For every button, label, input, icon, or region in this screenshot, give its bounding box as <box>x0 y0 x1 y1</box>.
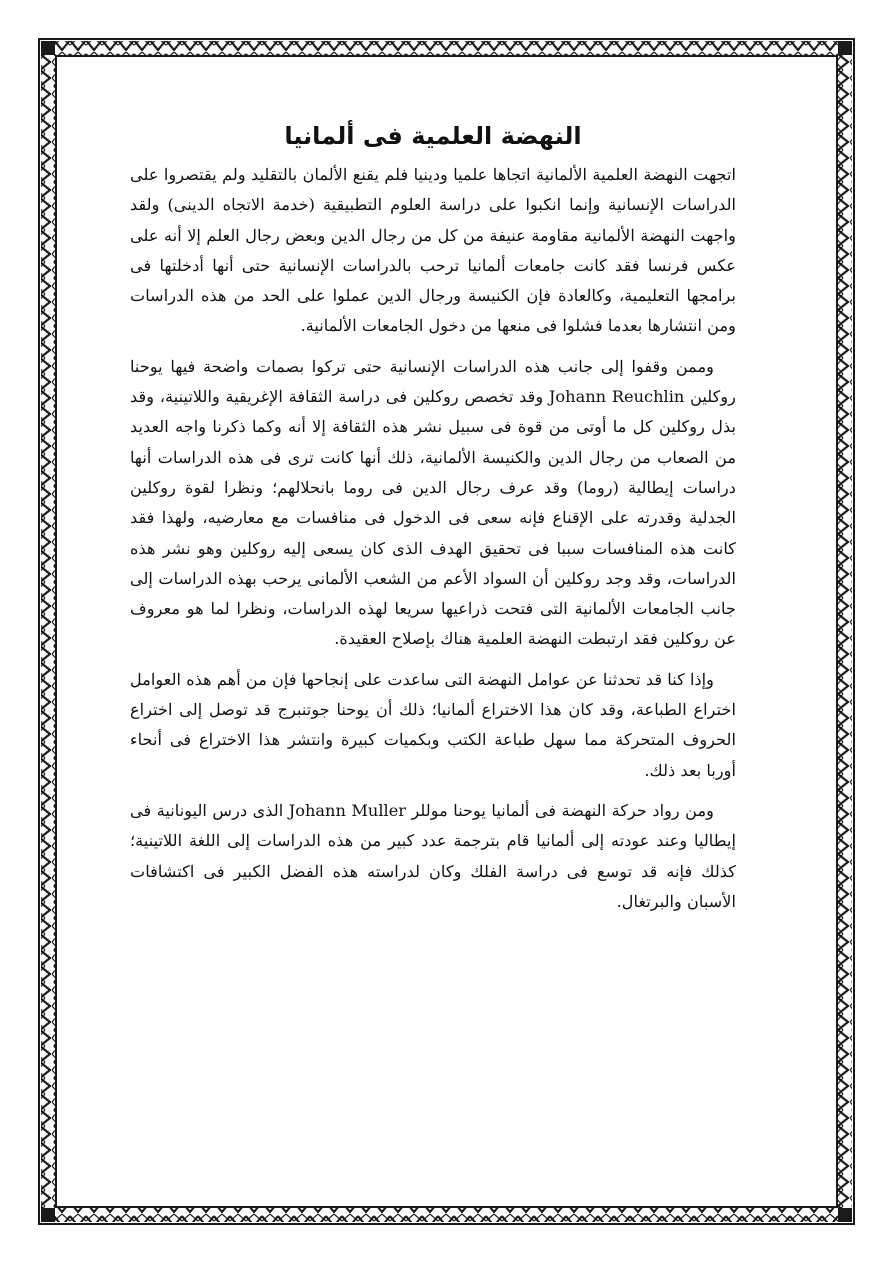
paragraph: وممن وقفوا إلى جانب هذه الدراسات الإنسانية حتى تركوا بصمات واضحة فيها يوحنا روكلين Johann Reuchlin وقد تخصص روكلين فى دراسة الثقافة الإغريقية واللاتينية، وقد بذل روكلين كل ما أوتى من قوة فى سبيل نشر هذه الثقافة إلا أنه وكما ذكرنا واجه العديد من الصعاب من رجال الدين والكنيسة الألمانية، ذلك أنها كانت ترى فى هذه الدراسات أنها دراسات إيطالية (روما) وقد عرف رجال الدين فى روما بانحلالهم؛ ونظرا لقوة روكلين الجدلية وقدرته على الإقناع فإنه سعى فى الدخول فى منافسات مع معارضيه، ولهذا فقد كانت هذه المنافسات سببا فى تحقيق الهدف الذى كان يسعى إليه روكلين وهو نشر هذه الدراسات، وقد وجد روكلين أن السواد الأعم من الشعب الألمانى يرحب بهذه الدراسات إلى جانب الجامعات الألمانية التى فتحت ذراعيها سريعا لهذه الدراسات، ونظرا لما هو معروف عن روكلين فقد ارتبطت النهضة العلمية هناك بإصلاح العقيدة. <box>130 356 736 649</box>
paragraph: اتجهت النهضة العلمية الألمانية اتجاها علميا ودينيا فلم يقنع الألمان بالتقليد ولم يقتصروا على الدراسات الإنسانية وإنما انكبوا على دراسة العلوم التطبيقية (خدمة الاتجاه الدينى) ولقد واجهت النهضة الألمانية مقاومة عنيفة من كل من رجال الدين وبعض رجال العلم إلا أنه على عكس فرنسا فقد كانت جامعات ألمانيا ترحب بالدراسات الإنسانية حتى أنها أدخلتها فى برامجها التعليمية، وكالعادة فإن الكنيسة ورجال الدين عملوا على الحد من هذه الدراسات ومن انتشارها بعدما فشلوا فى منعها من دخول الجامعات الألمانية. <box>130 165 736 336</box>
paragraph: ومن رواد حركة النهضة فى ألمانيا يوحنا موللر Johann Muller الذى درس اليونانية فى إيطاليا وعند عودته إلى ألمانيا قام بترجمة عدد كبير من هذه الدراسات إلى اللغة اللاتينية؛ كذلك فإنه قد توسع فى دراسة الفلك وكان لدراسته هذه الفضل الكبير فى اكتشافات الأسبان والبرتغال. <box>130 800 736 911</box>
page-title: النهضة العلمية فى ألمانيا <box>284 122 582 150</box>
document-body <box>130 118 736 927</box>
paragraph: وإذا كنا قد تحدثنا عن عوامل النهضة التى ساعدت على إنجاحها فإن من أهم هذه العوامل اختراع الطباعة، وقد كان هذا الاختراع ألمانيا؛ ذلك أن يوحنا جوتنبرج قد توصل إلى اختراع الحروف المتحركة مما سهل طباعة الكتب وبكميات كبيرة وانتشر هذا الاختراع فى أنحاء أوربا بعد ذلك. <box>130 669 736 780</box>
